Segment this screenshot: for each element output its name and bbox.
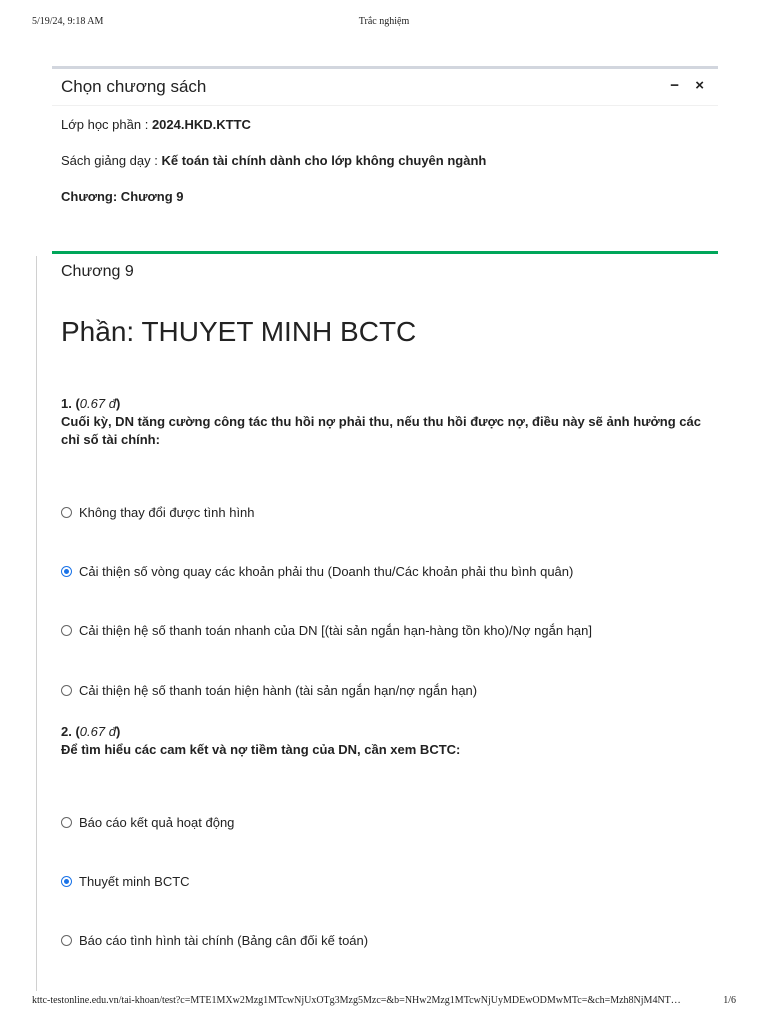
q2-option-2[interactable]: [61, 874, 190, 889]
question-points: 0.67 đ: [79, 724, 116, 739]
radio-button-selected[interactable]: [61, 876, 72, 887]
q1-option-1[interactable]: [61, 505, 255, 520]
radio-button[interactable]: [61, 817, 72, 828]
chapter-title: Chương 9: [61, 263, 134, 280]
close-icon[interactable]: ×: [695, 77, 704, 94]
question-2-text: Để tìm hiểu các cam kết và nợ tiềm tàng của DN, cần xem BCTC:: [61, 742, 461, 757]
chapter-select-panel: [52, 66, 718, 106]
question-1-header: [61, 396, 120, 411]
option-label: Không thay đổi được tình hình: [79, 505, 255, 520]
book-label: Sách giảng dạy :: [61, 153, 162, 168]
class-label: Lớp học phần :: [61, 117, 152, 132]
panel-title: Chọn chương sách: [61, 77, 207, 96]
question-paren: ): [115, 724, 121, 739]
option-label: Cải thiện hệ số thanh toán nhanh của DN [(tài sản ngắn hạn-hàng tồn kho)/Nợ ngắn hạn]: [79, 623, 592, 638]
question-points: 0.67 đ: [79, 396, 116, 411]
print-url: kttc-testonline.edu.vn/tai-khoan/test?c=MTE1MXw2Mzg1MTcwNjUxOTg3Mzg5Mzc=&b=NHw2Mzg1MTcwNjUyMDEwODMwMTc=&ch=Mzh8NjM4NT…: [32, 995, 681, 1006]
radio-button[interactable]: [61, 935, 72, 946]
class-info: [61, 117, 251, 132]
question-1-text: Cuối kỳ, DN tăng cường công tác thu hồi nợ phải thu, nếu thu hồi được nợ, điều này sẽ ảnh hưởng các chỉ số tài chính:: [61, 414, 701, 447]
q1-option-4[interactable]: [61, 683, 477, 698]
class-value: 2024.HKD.KTTC: [151, 117, 251, 132]
left-divider: [36, 256, 37, 991]
panel-header: [52, 69, 718, 106]
q2-option-1[interactable]: [61, 815, 234, 830]
minimize-icon[interactable]: −: [670, 77, 680, 94]
option-label: Cải thiện hệ số thanh toán hiện hành (tài sản ngắn hạn/nợ ngắn hạn): [79, 683, 478, 698]
radio-button[interactable]: [61, 625, 72, 636]
chapter-info: [61, 189, 184, 204]
panel-tools: [658, 77, 704, 94]
q1-option-3[interactable]: [61, 623, 592, 638]
option-label: Báo cáo kết quả hoạt động: [79, 815, 235, 830]
radio-button-selected[interactable]: [61, 566, 72, 577]
book-info: [61, 153, 486, 168]
chapter-label: Chương: Chương 9: [61, 189, 184, 204]
q2-option-3[interactable]: [61, 933, 368, 948]
book-value: Kế toán tài chính dành cho lớp không chuyên ngành: [161, 153, 487, 168]
option-label: Cải thiện số vòng quay các khoản phải thu (Doanh thu/Các khoản phải thu bình quân): [79, 564, 574, 579]
part-title: Phần: THUYET MINH BCTC: [61, 316, 417, 347]
question-paren: ): [115, 396, 121, 411]
option-label: Thuyết minh BCTC: [79, 874, 190, 889]
radio-button[interactable]: [61, 685, 72, 696]
print-page-title: Trắc nghiệm: [358, 16, 410, 27]
print-datetime: 5/19/24, 9:18 AM: [32, 16, 104, 27]
chapter-content-panel: [52, 251, 718, 280]
question-number: 1. (: [61, 396, 80, 411]
print-page-number: 1/6: [723, 995, 736, 1006]
question-number: 2. (: [61, 724, 80, 739]
option-label: Báo cáo tình hình tài chính (Bảng cân đối kế toán): [79, 933, 369, 948]
question-2-header: [61, 724, 120, 739]
radio-button[interactable]: [61, 507, 72, 518]
q1-option-2[interactable]: [61, 564, 573, 579]
